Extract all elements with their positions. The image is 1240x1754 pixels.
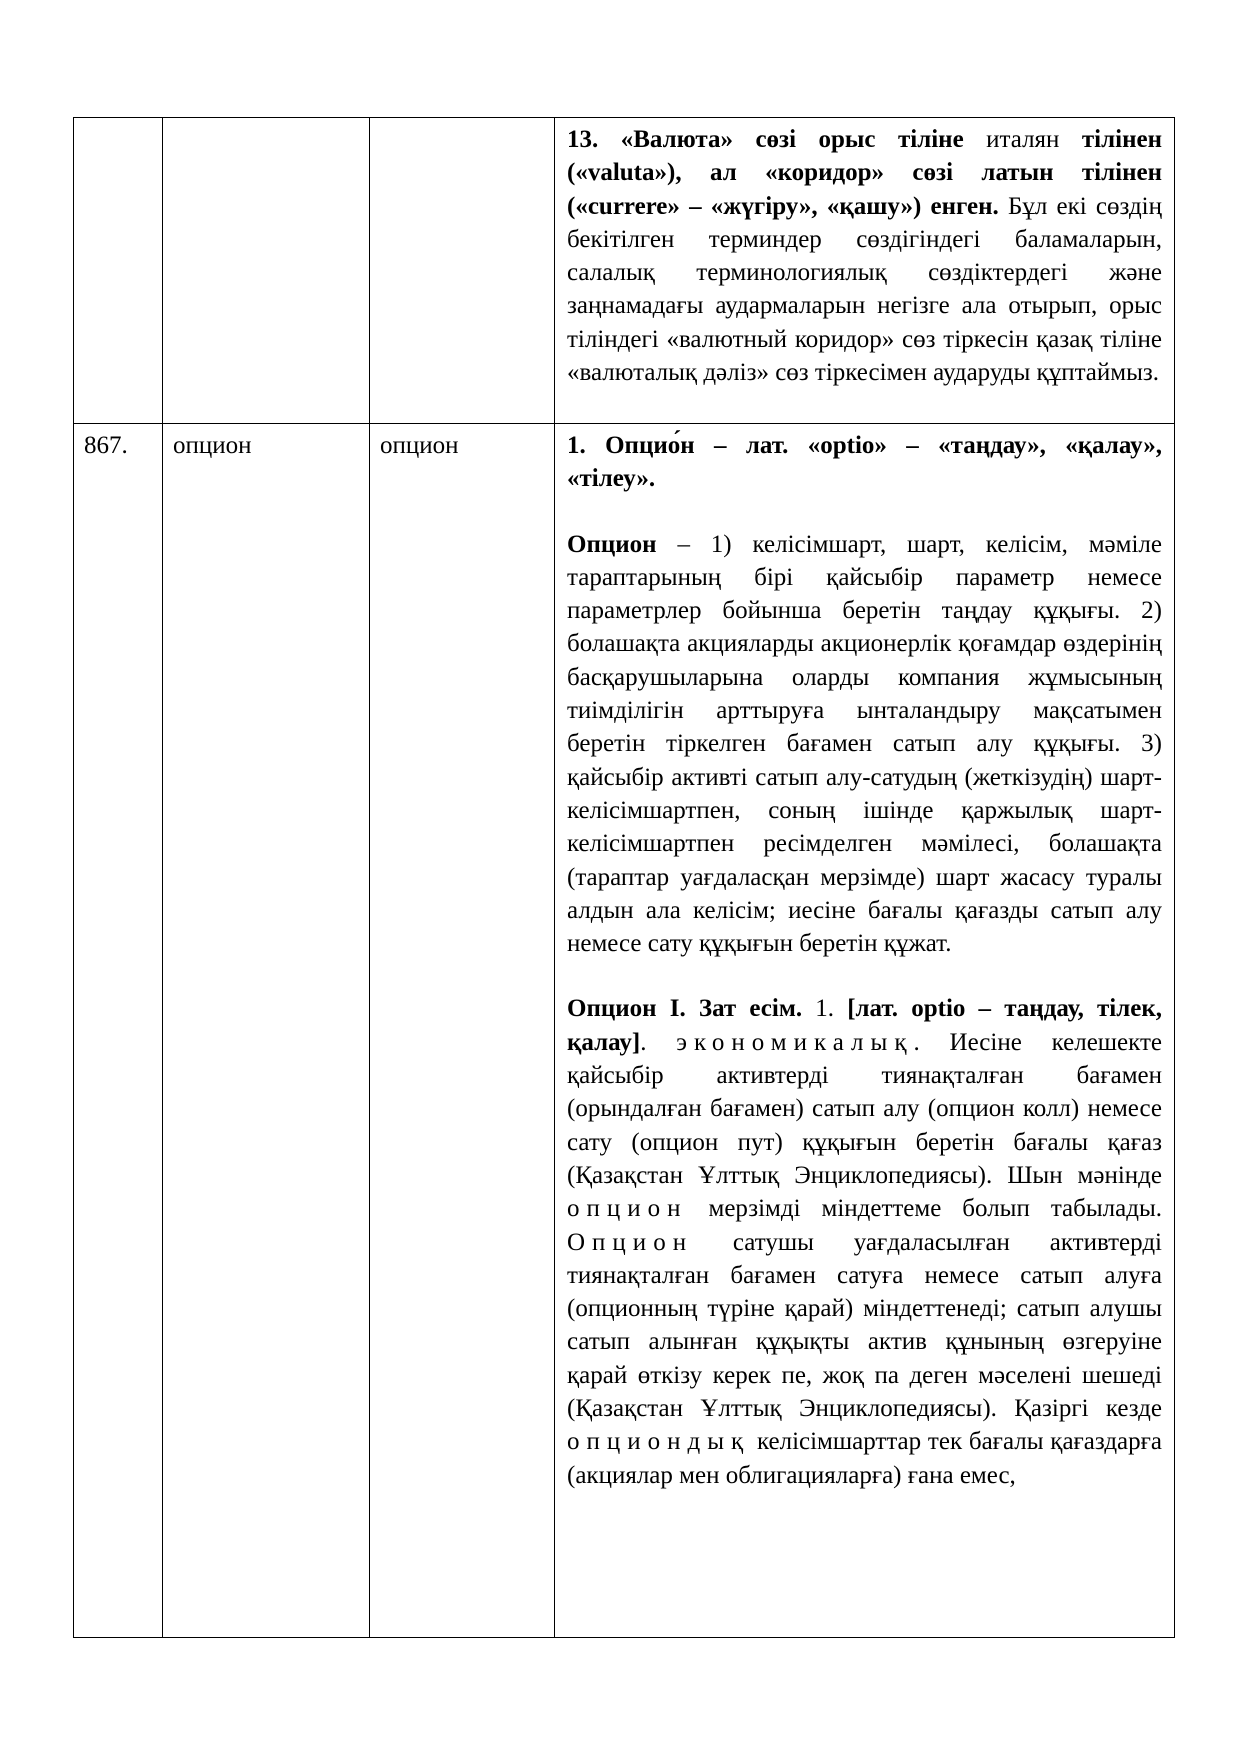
dictionary-paragraph (567, 992, 1162, 1491)
item-13-bold-text: «Валюта» сөзі орыс тіліне (620, 126, 964, 153)
term-ru-cell (163, 118, 370, 424)
definition-term: Опцион (567, 530, 657, 558)
item-13-italyan: италян (986, 126, 1060, 153)
row-number-cell (74, 118, 163, 424)
dictionary-etymology: [лат. optio – таңдау, тілек, қалау] (567, 995, 1163, 1056)
dictionary-heading: Опцион І. Зат есім. (567, 995, 803, 1023)
definition-text: – 1) келісімшарт, шарт, келісім, мәміле тараптарының бірі қайсыбір параметр немесе параметрлер бойынша беретін таңдау құқығы. 2) болашақта акцияларды акционерлік қоғамдар өздерінің басқарушыларына оларды компания жұмысының тиімділігін арттыруға ынталандыру мақсатымен беретін тіркелген бағамен сатып алу құқығы. 3) қайсыбір активті сатып алу-сатудың (жеткізудің) шарт-келісімшартпен, соның ішінде қаржылық шарт-келісімшартпен ресімделген мәмілесі, болашақта (тараптар уағдаласқан мерзімде) шарт жасасу туралы алдын ала келісім; иесіне бағалы қағазды сатып алу немесе сату құқығын беретін құжат. (567, 530, 1162, 958)
spaced-word-option-2: Опцион (567, 1228, 694, 1256)
explanation-cell (555, 118, 1175, 424)
spaced-word-option-3: опциондық (567, 1428, 751, 1456)
item-13-number: 13. (567, 126, 599, 153)
terms-table (73, 117, 1175, 1638)
row-number-cell: 867. (74, 424, 163, 1638)
dictionary-text-2: мерзімді міндеттеме болып табылады. (687, 1195, 1162, 1223)
dictionary-text-4: келісімшарттар тек бағалы қағаздарға (акциялар мен облигацияларға) ғана емес, (567, 1428, 1162, 1489)
item-13-text: Бұл екі сөздің бекітілген терминдер сөздігіндегі баламаларын, салалық терминологиялық сөздіктердегі және заңнамадағы аудармаларын негізге ала отырып, орыс тіліндегі «валютный коридор» сөз тіркесін қазақ тіліне «валюталық дәліз» сөз тіркесімен аударуды құптаймыз. (567, 192, 1162, 387)
item-13-paragraph (567, 123, 1162, 389)
spaced-word-option-1: опцион (567, 1195, 688, 1223)
dictionary-sense-number: 1. (802, 995, 848, 1023)
term-ru-cell: опцион (163, 424, 370, 1638)
dictionary-dot: . (640, 1028, 677, 1056)
dictionary-text-1: . Иесіне келешекте қайсыбір активтерді тиянақталған бағамен (орындалған бағамен) сатып алу (опцион колл) немесе сату (опцион пут) құқығын беретін бағалы қағаз (Қазақстан Ұлттық Энциклопедиясы). Шын мәнінде (567, 1028, 1162, 1189)
table-row (74, 118, 1175, 424)
item-13-bold-text-2: тілінен («valuta»), ал «коридор» сөзі латын тілінен («currere» – «жүгіру», «қашу») енген. (567, 126, 1163, 220)
table-row (74, 424, 1175, 1638)
explanation-cell (555, 424, 1175, 1638)
term-kz-cell: опцион (370, 424, 555, 1638)
dictionary-text-3: сатушы уағдаласылған активтерді тиянақталған бағамен сатуға немесе сатып алуға (опционның түріне қарай) міндеттенеді; сатып алушы сатып алынған құқықты актив құнының өзгеруіне қарай өткізу керек пе, жоқ па деген мәселені шешеді (Қазақстан Ұлттық Энциклопедиясы). Қазіргі кезде (567, 1228, 1162, 1423)
etymology-bold: 1. Опцио́н – лат. «optio» – «таңдау», «қалау», «тілеу». (567, 432, 1162, 493)
definition-paragraph (567, 528, 1162, 961)
spaced-word-economics: экономикалық (676, 1028, 914, 1056)
term-kz-cell (370, 118, 555, 424)
etymology-paragraph (567, 429, 1162, 496)
